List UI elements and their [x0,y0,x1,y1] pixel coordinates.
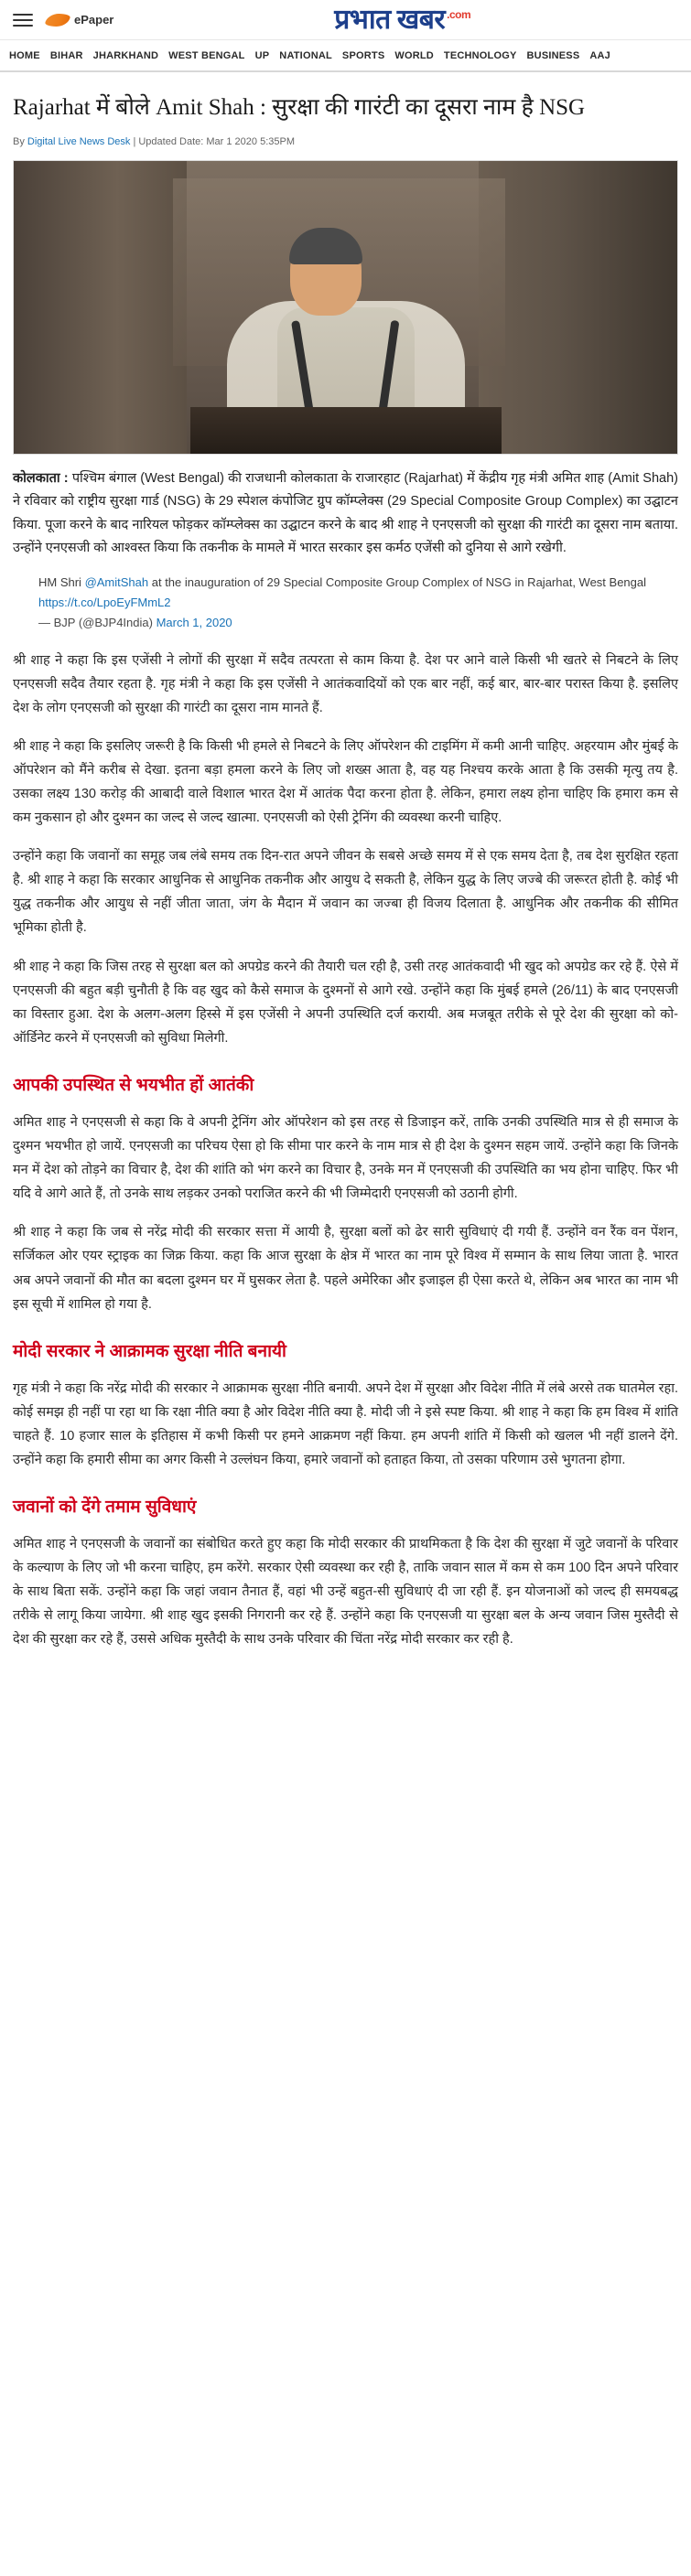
nav-item-sports[interactable]: SPORTS [341,50,385,61]
nav-item-west-bengal[interactable]: WEST BENGAL [168,50,245,61]
nav-item-national[interactable]: NATIONAL [279,50,332,61]
article-paragraph: श्री शाह ने कहा कि इसलिए जरूरी है कि किसी भी हमले से निबटने के लिए ऑपरेशन की टाइमिंग में कमी आनी चाहिए. अहरयाम और मुंबई के ऑपरेशन को मैंने करीब से देखा. इतना बड़ा हमला करने के लिए जो शख्स आता है, वह यह निश्चय करके आता है कि उसकी मृत्यु तय है. उसका लक्ष्य 130 करोड़ की आबादी वाले विशाल भारत देश में आतंक पैदा करना होता है. लेकिन, हमारा लक्ष्य होना चाहिए कि हमारा कम से कम नुकसान हो और दुश्मन का जल्द से जल्द खात्मा. एनएसजी को ऐसी ट्रेनिंग की व्यवस्था करनी चाहिए. [13,738,678,826]
tweet-source: — BJP (@BJP4India) [38,616,157,630]
article-paragraph: श्री शाह ने कहा कि जिस तरह से सुरक्षा बल को अपग्रेड करने की तैयारी चल रही है, उसी तरह आतंकवादी भी खुद को अपग्रेड कर रहे हैं. ऐसे में एनएसजी की बहुत बड़ी चुनौती है कि वह खुद को कैसे समाज के दुश्मनों से आगे रखे. उन्होंने कहा कि मुंबई हमले (26/11) के बाद एनएसजी का विस्तार हुआ. देश के अलग-अलग हिस्से में इस एजेंसी ने अपनी उपस्थिति दर्ज करायी. अब मजबूत तरीके से पूरे देश की सुरक्षा को को-ऑर्डिनेट करने में एनएसजी को सुविधा मिलेगी. [13,959,678,1046]
epaper-swoosh-icon [45,14,71,27]
article-paragraph: अमित शाह ने एनएसजी के जवानों का संबोधित करते हुए कहा कि मोदी सरकार की प्राथमिकता है कि देश की सुरक्षा में जुटे जवानों के परिवार के कल्याण के लिए जो भी करना चाहिए, हम करेंगे. सरकार ऐसी व्यवस्था कर रही है, ताकि जवान साल में कम से कम 100 दिन अपने परिवार के साथ बिता सकें. उन्होंने कहा कि जहां जवान तैनात हैं, वहां भी उन्हें बहुत-सी सुविधाएं दी जा रही हैं. इन योजनाओं को जल्द ही समयबद्ध तरीके से लागू किया जायेगा. श्री शाह खुद इसकी निगरानी कर रहे हैं. उन्होंने कहा कि एनएसजी या सुरक्षा बल के अन्य जवान जिस मुस्तैदी से देश की सुरक्षा कर रहे हैं, उससे अधिक मुस्तैदी के साथ उनके परिवार की चिंता नरेंद्र मोदी सरकार कर रही है. [13,1537,678,1648]
nav-item-home[interactable]: HOME [9,50,40,61]
article-paragraph: अमित शाह ने एनएसजी से कहा कि वे अपनी ट्रेनिंग ओर ऑपरेशन को इस तरह से डिजाइन करें, ताकि उनकी उपस्थिति मात्र से ही समाज के दुश्मन भयभीत हो जायें. एनएसजी का परिचय ऐसा हो कि सीमा पार करने के नाम मात्र से ही देश के दुश्मन सहम जायें. उन्होंने कहा कि जिनके मन में देश को तोड़ने का विचार है, देश की शांति को भंग करने का विचार है, उनके मन में एनएसजी की उपस्थिति का भय होना चाहिए. फिर भी यदि वे आगे आते हैं, तो उनके साथ लड़कर उनको पराजित करने की भी जिम्मेदारी एनएसजी को उठानी होगी. [13,1114,678,1202]
epaper-link[interactable] [46,13,113,27]
lead-dateline: कोलकाता : [13,470,69,486]
article-container [0,72,691,1674]
embedded-tweet [38,573,678,633]
updated-label: | Updated Date: [133,135,204,147]
tweet-url-link[interactable]: https://t.co/LpoEyFMmL2 [38,596,171,610]
top-bar [0,0,691,40]
article-lead-paragraph [13,467,678,561]
tweet-handle-link[interactable]: @AmitShah [84,575,149,590]
tweet-text-post: at the inauguration of 29 Special Composite Group Complex of NSG in Rajarhat, West Bengal [148,575,647,590]
updated-date: Mar 1 2020 5:35PM [206,135,295,147]
nav-item-up[interactable]: UP [254,50,270,61]
tweet-date-link[interactable]: March 1, 2020 [156,616,232,630]
byline [13,136,678,147]
section-heading: जवानों को देंगे तमाम सुविधाएं [13,1497,197,1518]
site-logo[interactable] [126,6,678,34]
hero-podium [190,407,502,454]
article-paragraph: गृह मंत्री ने कहा कि नरेंद्र मोदी की सरकार ने आक्रामक सुरक्षा नीति बनायी. अपने देश में सुरक्षा और विदेश नीति में लंबे अरसे तक घातमेल रहा. कोई समझ ही नहीं पा रहा था कि रक्षा नीति क्या है ओर विदेश नीति क्या है. मोदी जी ने इसे स्पष्ट किया. श्री शाह ने कहा कि हम विश्व में शांति चाहते हैं. 10 हजार साल के इतिहास में कभी किसी पर हमने आक्रमण नहीं किया. हम अपनी शांति में किसी को खलल भी नहीं डालने देंगे. उन्होंने कहा कि हमारी सीमा का अगर किसी ने उल्लंघन किया, हमारे जवानों को हताहत किया, तो उसका परिणाम उसे भुगतना होगा. [13,1380,678,1467]
nav-item-aaj[interactable]: AAJ [589,50,610,61]
article-paragraph: श्री शाह ने कहा कि इस एजेंसी ने लोगों की सुरक्षा में सदैव तत्परता से काम किया है. देश पर आने वाले किसी भी खतरे से निबटने के लिए एनएसजी सदैव तैयार रहता है. गृह मंत्री ने कहा कि इस एजेंसी ने आतंकवादियों को एक बार नहीं, कई बार, बार-बार परास्त किया है. इसलिए देश के लोग एनएसजी को सुरक्षा की गारंटी का दूसरा नाम मानते हैं. [13,652,678,715]
nav-item-technology[interactable]: TECHNOLOGY [443,50,517,61]
article-paragraph: उन्होंने कहा कि जवानों का समूह जब लंबे समय तक दिन-रात अपने जीवन के सबसे अच्छे समय में से एक समय देता है, तब देश सुरक्षित रहता है. श्री शाह ने कहा कि सरकार आधुनिक से आधुनिक तकनीक और आयुध दे सकती है, लेकिन युद्ध के लिए जज्बे की जरूरत होती है. कोई भी युद्ध तकनीक और आयुध से नहीं जीता जाता, जंग के मैदान में जवान का जज्बा ही विजय दिलाता है. आधुनिक और तकनीक की सीमित भूमिका होती है. [13,849,678,936]
epaper-label: ePaper [74,13,114,27]
page-title: Rajarhat में बोले Amit Shah : सुरक्षा की गारंटी का दूसरा नाम है NSG [13,95,586,120]
main-nav[interactable] [0,40,691,72]
nav-item-business[interactable]: BUSINESS [526,50,580,61]
article-hero-image [13,160,678,455]
section-heading: मोदी सरकार ने आक्रामक सुरक्षा नीति बनायी [13,1341,286,1361]
lead-text: पश्चिम बंगाल (West Bengal) की राजधानी कोलकाता के राजारहाट (Rajarhat) में केंद्रीय गृह मंत्री अमित शाह (Amit Shah) ने रविवार को राष्ट्रीय सुरक्षा गार्ड (NSG) के 29 स्पेशल कंपोजिट ग्रुप कॉम्प्लेक्स (29 Special Composite Group Complex) का उद्घाटन किया. पूजा करने के बाद नारियल फोड़कर कॉम्प्लेक्स का उद्घाटन करने के बाद श्री शाह ने एनएसजी को सुरक्षा की गारंटी का दूसरा नाम बताया. उन्होंने एनएसजी को आश्वस्त किया कि तकनीक के मामले में भारत सरकार इस कर्मठ एजेंसी को दुनिया से आगे रखेगी. [13,470,678,555]
article-paragraph: श्री शाह ने कहा कि जब से नरेंद्र मोदी की सरकार सत्ता में आयी है, सुरक्षा बलों को ढेर सारी सुविधाएं दी गयी हैं. उन्होंने वन रैंक वन पेंशन, सर्जिकल ओर एयर स्ट्राइक का जिक्र किया. कहा कि आज सुरक्षा के क्षेत्र में भारत का नाम पूरे विश्व में सम्मान के साथ लिया जाता है. भारत अब अपने जवानों की मौत का बदला दुश्मन घर में घुसकर लेता है. पहले अमेरिका और इजाइल ही ऐसा करते थे, लेकिन अब भारत का नाम भी इस सूची में शामिल हो गया है. [13,1225,678,1312]
brand-suffix: .com [447,7,471,21]
hero-curtain-right [479,161,678,454]
byline-prefix: By [13,135,25,147]
tweet-text-pre: HM Shri [38,575,85,590]
hamburger-icon[interactable] [13,14,33,27]
article-author[interactable]: Digital Live News Desk [27,135,131,147]
nav-item-bihar[interactable]: BIHAR [49,50,83,61]
nav-item-world[interactable]: WORLD [394,50,434,61]
nav-item-jharkhand[interactable]: JHARKHAND [92,50,159,61]
section-heading: आपकी उपस्थित से भयभीत हों आतंकी [13,1075,254,1095]
brand-name: प्रभात खबर [334,4,446,35]
hero-curtain-left [14,161,187,454]
